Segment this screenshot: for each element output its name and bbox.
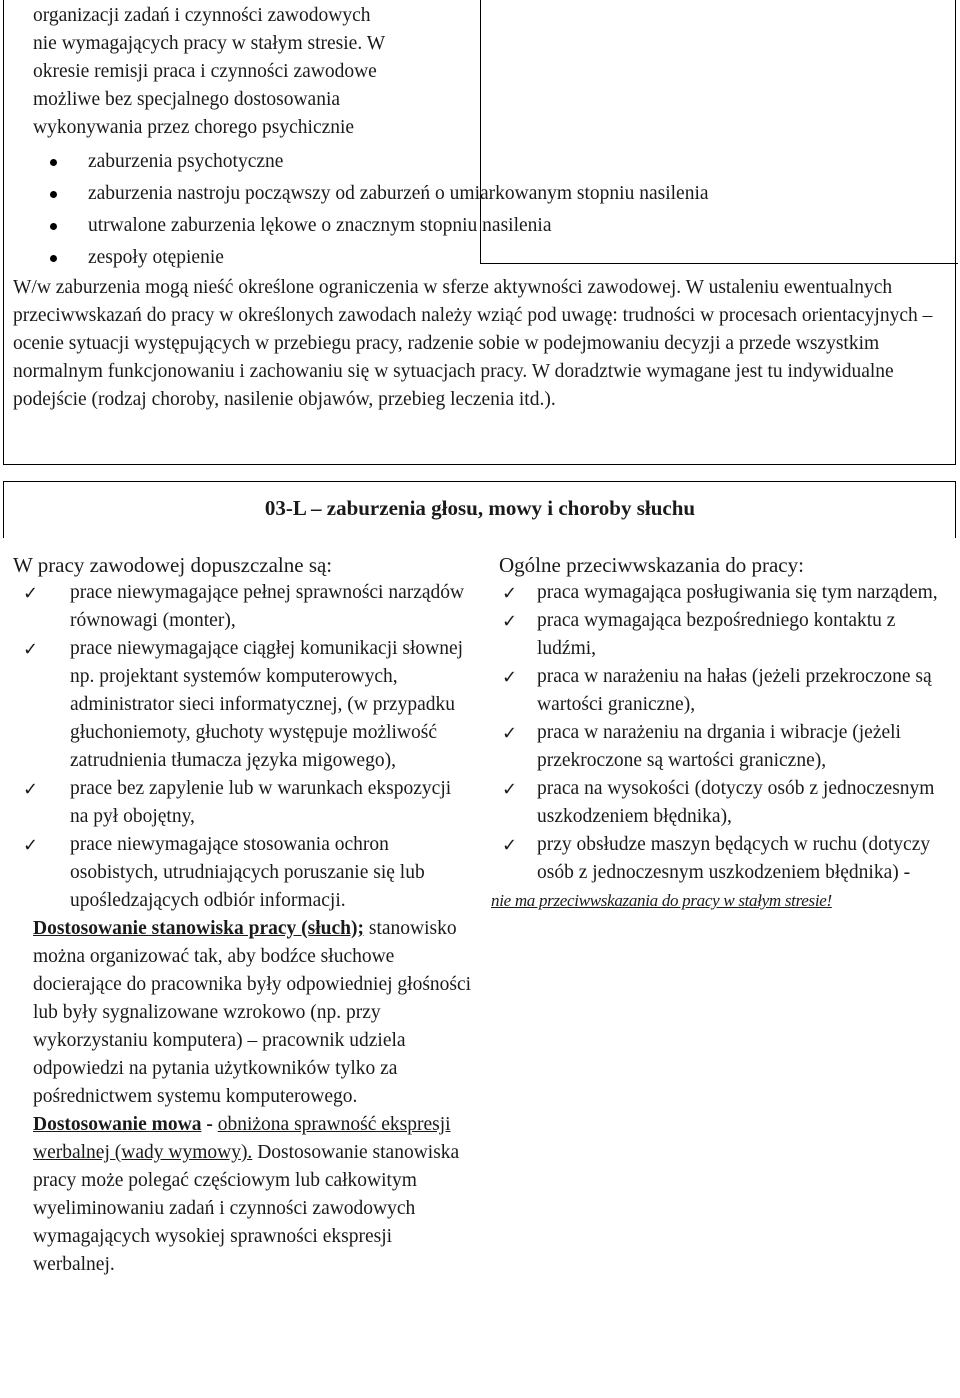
contraindications-list bbox=[499, 579, 939, 887]
permitted-list bbox=[13, 579, 473, 915]
intro-line: okresie remisji praca i czynności zawodowe bbox=[33, 61, 377, 82]
list-item bbox=[48, 178, 709, 210]
item-text: praca w narażeniu na drgania i wibracje (jeżeli przekroczone są wartości graniczne), bbox=[537, 722, 901, 771]
bullet-icon bbox=[50, 191, 57, 198]
intro-text bbox=[33, 2, 473, 142]
checkmark-icon: ✓ bbox=[23, 583, 39, 604]
item-text: praca wymagająca posługiwania się tym narządem, bbox=[537, 582, 938, 603]
adaptation-hearing-text: stanowisko można organizować tak, aby bodźce słuchowe docierające do pracownika były odpowiedniej głośności lub były sygnalizowane wzrokowo (np. przy wykorzystaniu komputera) – pracownik udziela odpowiedzi na pytania użytkowników tylko za pośrednictwem systemu komputerowego. bbox=[33, 918, 472, 1107]
item-text: prace niewymagające ciągłej komunikacji słownej np. projektant systemów komputerowych, administrator sieci informatycznej, (w przypadku głuchoniemoty, głuchoty występuje możliwość zatrudnienia tłumacza języka migowego), bbox=[70, 638, 464, 771]
intro-line: wykonywania przez chorego psychicznie bbox=[33, 117, 355, 138]
list-item bbox=[13, 635, 473, 775]
permitted-heading: W pracy zawodowej dopuszczalne są: bbox=[13, 553, 333, 577]
list-item bbox=[499, 831, 939, 887]
intro-line: nie wymagających pracy w stałym stresie. W bbox=[33, 33, 386, 54]
stress-note: nie ma przeciwwskazania do pracy w stałym stresie! bbox=[491, 891, 832, 910]
list-item bbox=[48, 242, 709, 274]
item-text: praca w narażeniu na hałas (jeżeli przekroczone są wartości graniczne), bbox=[537, 666, 932, 715]
bullet-text: zaburzenia psychotyczne bbox=[88, 151, 284, 172]
contraindications-heading: Ogólne przeciwwskazania do pracy: bbox=[499, 553, 804, 577]
bullet-text: zespoły otępienie bbox=[88, 247, 224, 268]
disorder-bullet-list bbox=[48, 146, 709, 274]
checkmark-icon: ✓ bbox=[502, 667, 518, 688]
checkmark-icon: ✓ bbox=[502, 611, 518, 632]
contraindications-column bbox=[491, 551, 939, 915]
list-item bbox=[48, 146, 709, 178]
bullet-icon bbox=[50, 223, 57, 230]
section-title: 03-L – zaburzenia głosu, mowy i choroby słuchu bbox=[264, 496, 696, 520]
adaptation-speech-dash: - bbox=[201, 1114, 213, 1135]
limitations-paragraph: W/w zaburzenia mogą nieść określone ograniczenia w sferze aktywności zawodowej. W ustaleniu ewentualnych przeciwwskazań do pracy w określonych zawodach należy wziąć pod uwagę: trudności w procesach orientacyjnych – ocenie sytuacji występujących w przebiegu pracy, radzenie sobie w podejmowaniu decyzji a przede wszystkim normalnym funkcjonowaniu i zachowaniu się w sytuacjach pracy. W doradztwie wymagane jest tu indywidualne podejście (rodzaj choroby, nasilenie objawów, przebieg leczenia itd.). bbox=[13, 277, 933, 410]
bullet-text: zaburzenia nastroju począwszy od zaburzeń o umiarkowanym stopniu nasilenia bbox=[88, 183, 709, 204]
item-text: prace niewymagające stosowania ochron osobistych, utrudniających poruszanie się lub upośledzających odbiór informacji. bbox=[70, 834, 425, 911]
permitted-work-column bbox=[13, 551, 473, 1279]
intro-line: możliwe bez specjalnego dostosowania bbox=[33, 89, 341, 110]
bullet-icon bbox=[50, 159, 57, 166]
list-item bbox=[499, 663, 939, 719]
list-item bbox=[13, 579, 473, 635]
item-text: prace niewymagające pełnej sprawności narządów równowagi (monter), bbox=[70, 582, 465, 631]
list-item bbox=[499, 719, 939, 775]
checkmark-icon: ✓ bbox=[23, 779, 39, 800]
list-item bbox=[13, 775, 473, 831]
checkmark-icon: ✓ bbox=[23, 835, 39, 856]
checkmark-icon: ✓ bbox=[502, 723, 518, 744]
checkmark-icon: ✓ bbox=[502, 835, 518, 856]
item-text: przy obsłudze maszyn będących w ruchu (dotyczy osób z jednoczesnym uszkodzeniem błędnika) - bbox=[537, 834, 931, 883]
intro-line: organizacji zadań i czynności zawodowych bbox=[33, 5, 371, 26]
checkmark-icon: ✓ bbox=[502, 779, 518, 800]
checkmark-icon: ✓ bbox=[23, 639, 39, 660]
list-item bbox=[13, 831, 473, 915]
adaptation-speech-heading: Dostosowanie mowa bbox=[33, 1114, 202, 1135]
item-text: prace bez zapylenie lub w warunkach ekspozycji na pył obojętny, bbox=[70, 778, 452, 827]
adaptation-speech-text: Dostosowanie stanowiska pracy może polegać częściowym lub całkowitym wyeliminowaniu zadań i czynności zawodowych wymagających wysokiej sprawności ekspresji werbalnej. bbox=[33, 1142, 460, 1275]
bullet-text: utrwalone zaburzenia lękowe o znacznym stopniu nasilenia bbox=[88, 215, 552, 236]
adaptation-text bbox=[13, 915, 473, 1279]
list-item bbox=[499, 607, 939, 663]
checkmark-icon: ✓ bbox=[502, 583, 518, 604]
item-text: praca na wysokości (dotyczy osób z jednoczesnym uszkodzeniem błędnika), bbox=[537, 778, 935, 827]
list-item bbox=[499, 775, 939, 831]
list-item bbox=[499, 579, 939, 607]
list-item bbox=[48, 210, 709, 242]
bullet-icon bbox=[50, 255, 57, 262]
adaptation-speech-underlined: obniżona sprawność ekspresji werbalnej (wady wymowy). bbox=[33, 1114, 451, 1163]
item-text: praca wymagająca bezpośredniego kontaktu z ludźmi, bbox=[537, 610, 896, 659]
adaptation-hearing-heading: Dostosowanie stanowiska pracy (słuch); bbox=[33, 918, 364, 939]
